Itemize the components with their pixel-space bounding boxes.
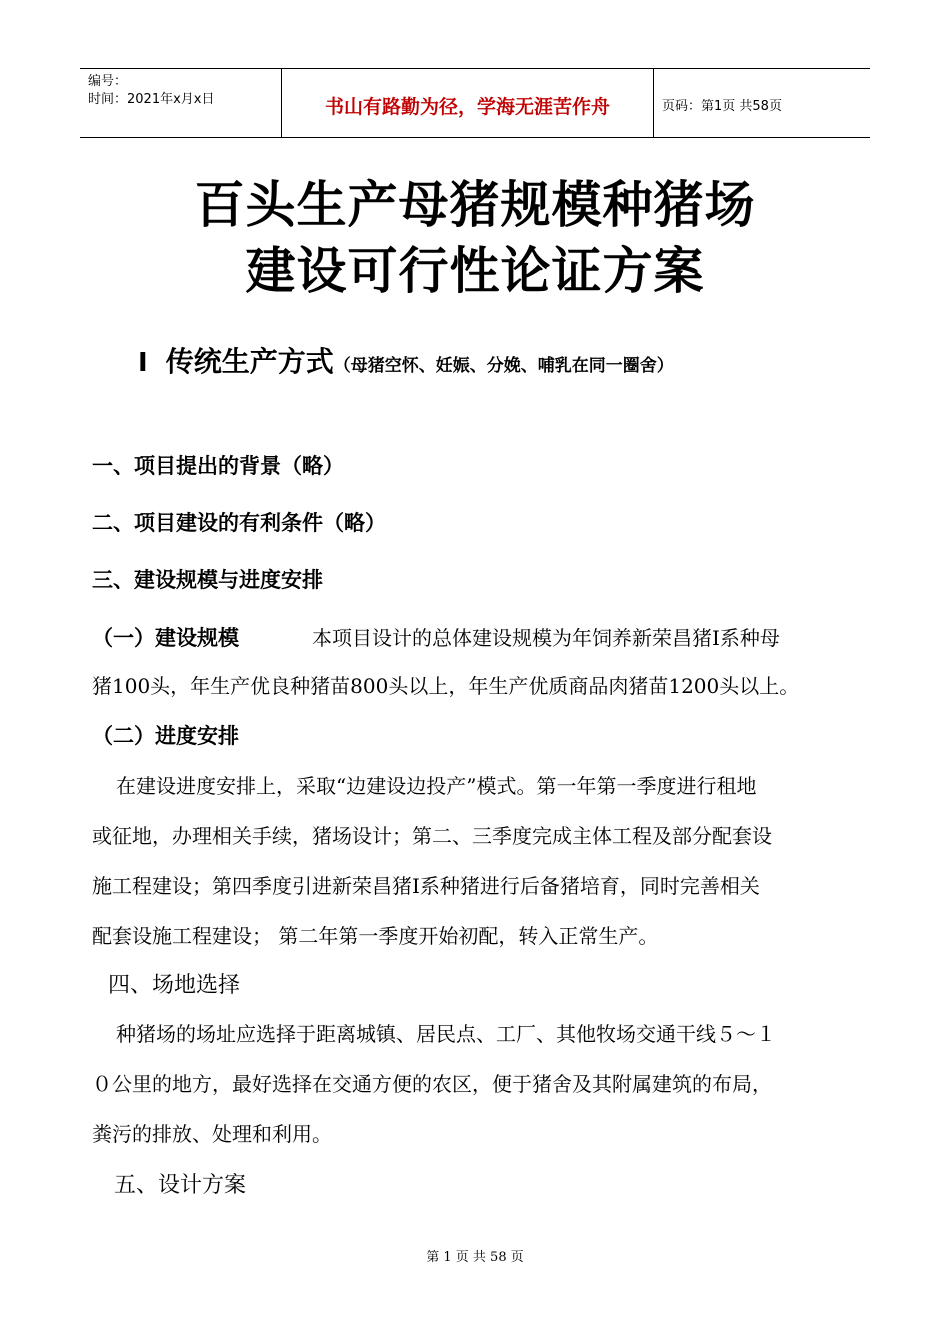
header-motto: 书山有路勤为径，学海无涯苦作舟 (282, 69, 654, 137)
subheading-scale: （一）建设规模 (92, 626, 239, 650)
roman-numeral: Ⅰ (138, 348, 148, 378)
heading-1: 一、项目提出的背景（略） (92, 454, 344, 478)
heading-3: 三、建设规模与进度安排 (92, 568, 323, 592)
scale-text-line2: 猪100头，年生产优良种猪苗800头以上，年生产优质商品肉猪苗1200头以上。 (92, 674, 800, 698)
site-line3: 粪污的排放、处理和利用。 (92, 1122, 332, 1146)
schedule-line1: 在建设进度安排上，采取“边建设边投产”模式。第一年第一季度进行租地 (116, 774, 757, 798)
heading-4: 四、场地选择 (108, 973, 241, 998)
number-label: 编号： (88, 74, 128, 89)
doc-title-line1: 百头生产母猪规模种猪场 (194, 176, 756, 234)
heading-5: 五、设计方案 (114, 1173, 247, 1198)
heading-2: 二、项目建设的有利条件（略） (92, 511, 386, 535)
site-line2: ０公里的地方，最好选择在交通方便的农区，便于猪舍及其附属建筑的布局， (92, 1072, 772, 1096)
site-line1: 种猪场的场址应选择于距离城镇、居民点、工厂、其他牧场交通干线５～１ (116, 1022, 776, 1046)
schedule-line3: 施工程建设；第四季度引进新荣昌猪Ⅰ系种猪进行后备猪培育，同时完善相关 (92, 874, 760, 898)
page-footer: 第 1 页 共 58 页 (426, 1250, 524, 1265)
time-label: 时间：2021年x月x日 (88, 92, 215, 107)
document-header (80, 68, 870, 138)
doc-title-line2: 建设可行性论证方案 (245, 242, 705, 300)
schedule-line2: 或征地，办理相关手续，猪场设计；第二、三季度完成主体工程及部分配套设 (92, 824, 772, 848)
subheading-schedule: （二）进度安排 (92, 724, 239, 748)
header-page-info: 页码：第1页 共58页 (662, 98, 782, 114)
schedule-line4: 配套设施工程建设； 第二年第一季度开始初配，转入正常生产。 (92, 924, 659, 948)
scale-text-line1: 本项目设计的总体建设规模为年饲养新荣昌猪Ⅰ系种母 (312, 626, 780, 650)
subtitle-paren: （母猪空怀、妊娠、分娩、哺乳在同一圈舍） (333, 356, 674, 376)
subtitle-main: 传统生产方式 (165, 345, 334, 378)
header-meta (80, 69, 282, 137)
section-subtitle (138, 340, 674, 380)
